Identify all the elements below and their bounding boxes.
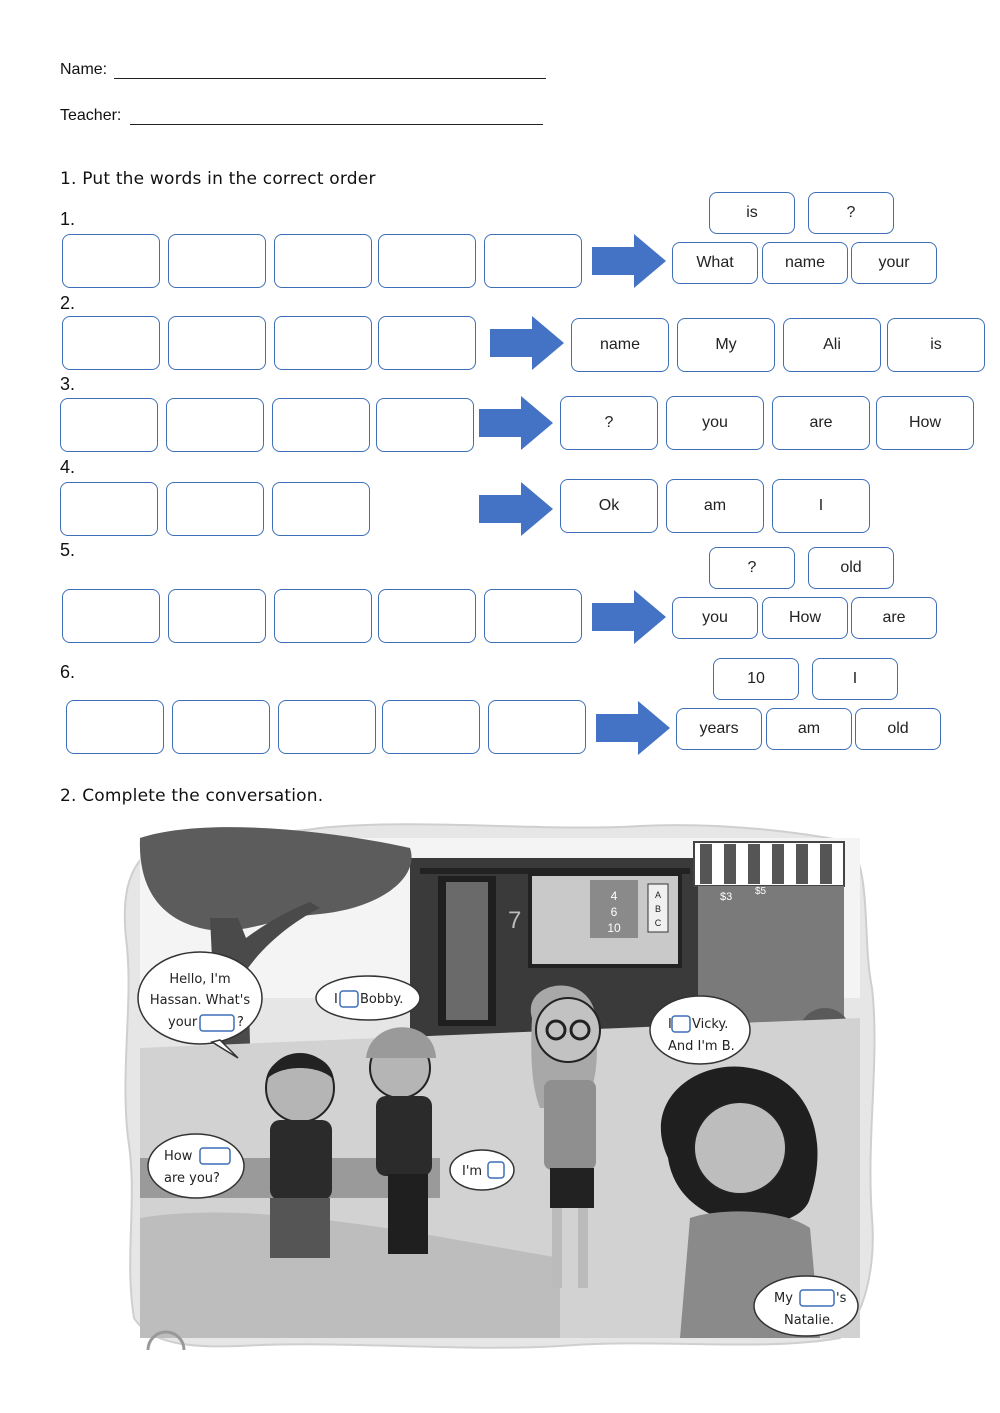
answer-box[interactable] xyxy=(166,482,264,536)
svg-text:Hello, I'm: Hello, I'm xyxy=(169,972,231,987)
word-tile[interactable]: How xyxy=(762,597,848,639)
name-label: Name: xyxy=(60,61,108,78)
word-tile[interactable]: you xyxy=(666,396,764,450)
blank-box[interactable] xyxy=(340,991,358,1007)
arrow-right-icon xyxy=(490,316,566,370)
item-number: 2. xyxy=(60,293,76,313)
svg-text:'s: 's xyxy=(836,1291,847,1306)
word-tile[interactable]: are xyxy=(851,597,937,639)
answer-box[interactable] xyxy=(168,234,266,288)
speaker-icon xyxy=(144,1330,188,1354)
answer-box[interactable] xyxy=(166,398,264,452)
answer-box[interactable] xyxy=(484,234,582,288)
word-tile[interactable]: ? xyxy=(709,547,795,589)
svg-text:I: I xyxy=(334,992,338,1007)
board-letter: C xyxy=(654,918,662,928)
answer-box[interactable] xyxy=(378,316,476,370)
answer-box[interactable] xyxy=(172,700,270,754)
word-tile[interactable]: name xyxy=(762,242,848,284)
speech-bubble-im xyxy=(450,1150,514,1190)
speech-bubble-bobby xyxy=(316,976,420,1020)
board-number: 4 xyxy=(610,889,618,903)
svg-text:And I'm B.: And I'm B. xyxy=(668,1039,735,1054)
answer-box[interactable] xyxy=(66,700,164,754)
blank-box[interactable] xyxy=(200,1148,230,1164)
word-tile[interactable]: am xyxy=(666,479,764,533)
word-tile[interactable]: Ali xyxy=(783,318,881,372)
price-tag: $5 xyxy=(755,886,767,897)
svg-text:My: My xyxy=(774,1291,793,1306)
answer-box[interactable] xyxy=(168,316,266,370)
item-number: 4. xyxy=(60,457,76,477)
item-number: 5. xyxy=(60,540,76,560)
svg-text:How: How xyxy=(164,1149,193,1164)
section2-title: 2. Complete the conversation. xyxy=(60,786,324,806)
svg-text:I: I xyxy=(668,1017,672,1032)
word-tile[interactable]: your xyxy=(851,242,937,284)
scene-number: 7 xyxy=(508,907,522,934)
arrow-right-icon xyxy=(479,482,555,536)
svg-text:?: ? xyxy=(237,1015,244,1030)
word-tile[interactable]: ? xyxy=(560,396,658,450)
blank-box[interactable] xyxy=(488,1162,504,1178)
answer-box[interactable] xyxy=(488,700,586,754)
blank-box[interactable] xyxy=(800,1290,834,1306)
word-tile[interactable]: Ok xyxy=(560,479,658,533)
section1-title: 1. Put the words in the correct order xyxy=(60,169,376,189)
word-tile[interactable]: name xyxy=(571,318,669,372)
word-tile[interactable]: old xyxy=(855,708,941,750)
board-number: 10 xyxy=(607,921,621,935)
svg-text:Vicky.: Vicky. xyxy=(692,1017,729,1032)
word-tile[interactable]: How xyxy=(876,396,974,450)
svg-text:Bobby.: Bobby. xyxy=(360,992,404,1007)
word-tile[interactable]: My xyxy=(677,318,775,372)
answer-box[interactable] xyxy=(60,482,158,536)
answer-box[interactable] xyxy=(378,589,476,643)
item-number: 3. xyxy=(60,374,76,394)
answer-box[interactable] xyxy=(60,398,158,452)
name-line[interactable] xyxy=(114,78,546,79)
word-tile[interactable]: What xyxy=(672,242,758,284)
arrow-right-icon xyxy=(479,396,555,450)
item-number: 6. xyxy=(60,662,76,682)
answer-box[interactable] xyxy=(484,589,582,643)
answer-box[interactable] xyxy=(62,316,160,370)
word-tile[interactable]: ? xyxy=(808,192,894,234)
word-tile[interactable]: I xyxy=(772,479,870,533)
child-hassan xyxy=(266,1054,334,1258)
answer-box[interactable] xyxy=(274,316,372,370)
teacher-line[interactable] xyxy=(130,124,543,125)
answer-box[interactable] xyxy=(272,482,370,536)
answer-box[interactable] xyxy=(274,589,372,643)
answer-box[interactable] xyxy=(376,398,474,452)
playground-illustration xyxy=(120,818,880,1353)
answer-box[interactable] xyxy=(274,234,372,288)
word-tile[interactable]: you xyxy=(672,597,758,639)
word-tile[interactable]: is xyxy=(887,318,985,372)
word-tile[interactable]: am xyxy=(766,708,852,750)
word-tile[interactable]: are xyxy=(772,396,870,450)
svg-text:Hassan. What's: Hassan. What's xyxy=(149,993,251,1008)
arrow-right-icon xyxy=(596,701,672,755)
arrow-right-icon xyxy=(592,590,668,644)
board-letter: B xyxy=(654,904,662,914)
word-tile[interactable]: old xyxy=(808,547,894,589)
word-tile[interactable]: is xyxy=(709,192,795,234)
answer-box[interactable] xyxy=(168,589,266,643)
word-tile[interactable]: 10 xyxy=(713,658,799,700)
teacher-label: Teacher: xyxy=(60,107,122,124)
word-tile[interactable]: I xyxy=(812,658,898,700)
answer-box[interactable] xyxy=(278,700,376,754)
answer-box[interactable] xyxy=(378,234,476,288)
speech-bubble-how xyxy=(148,1134,244,1198)
item-number: 1. xyxy=(60,209,76,229)
svg-text:Natalie.: Natalie. xyxy=(784,1313,835,1328)
board-number: 6 xyxy=(610,905,618,919)
blank-box[interactable] xyxy=(200,1015,234,1031)
blank-box[interactable] xyxy=(672,1016,690,1032)
answer-box[interactable] xyxy=(382,700,480,754)
arrow-right-icon xyxy=(592,234,668,288)
speech-bubble-vicky xyxy=(650,996,750,1064)
word-tile[interactable]: years xyxy=(676,708,762,750)
svg-text:are you?: are you? xyxy=(164,1171,220,1186)
speech-bubble-natalie xyxy=(754,1276,858,1336)
board-letter: A xyxy=(654,890,662,900)
svg-text:I'm: I'm xyxy=(462,1164,483,1179)
svg-text:your: your xyxy=(168,1015,198,1030)
price-tag: $3 xyxy=(720,891,733,903)
answer-box[interactable] xyxy=(62,234,160,288)
answer-box[interactable] xyxy=(272,398,370,452)
answer-box[interactable] xyxy=(62,589,160,643)
